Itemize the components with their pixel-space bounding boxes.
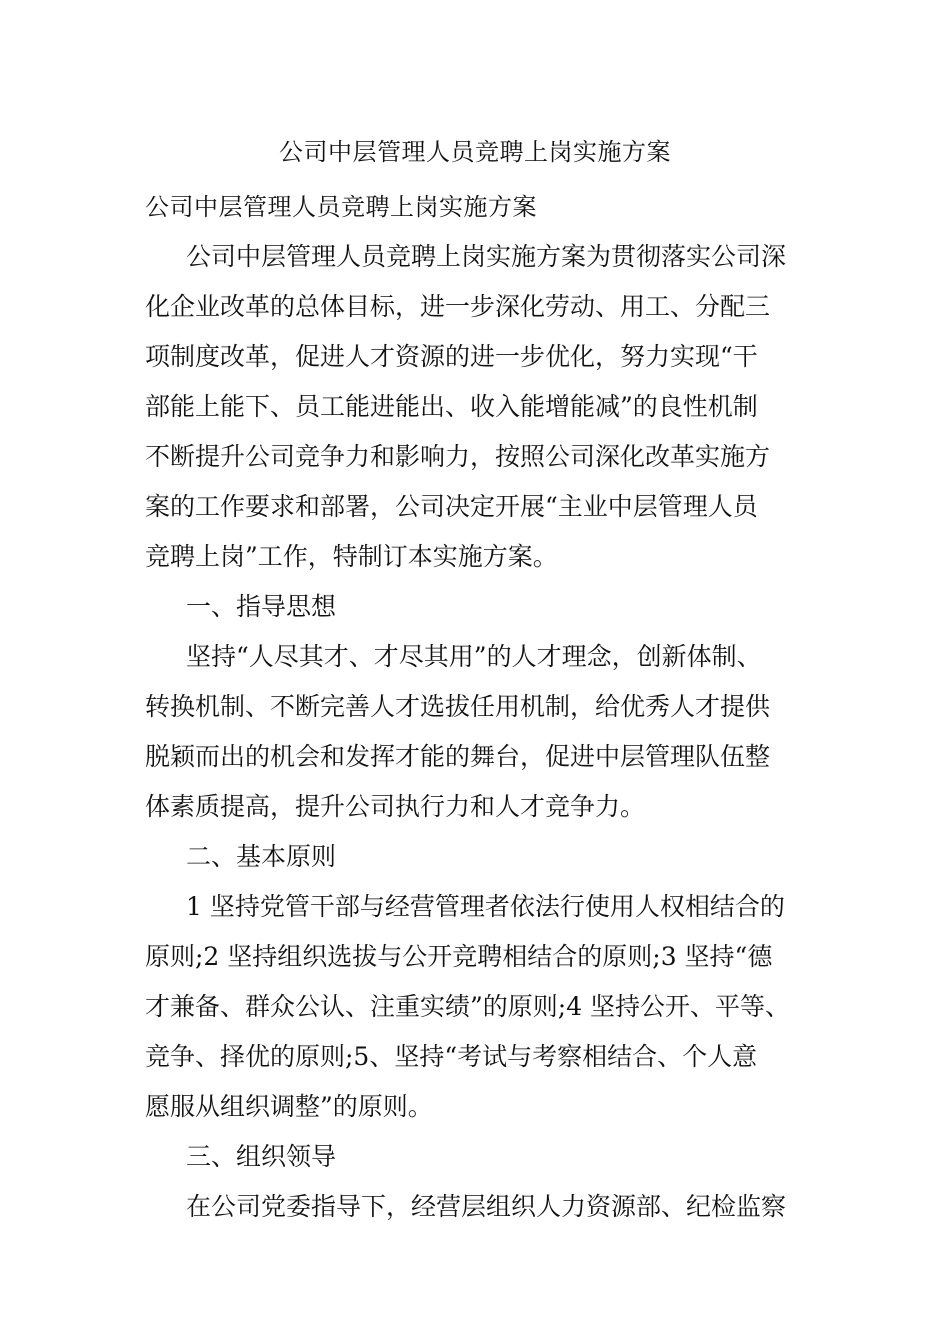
document-body: [145, 182, 805, 1232]
text-line: 转换机制、不断完善人才选拔任用机制，给优秀人才提供: [145, 692, 771, 721]
text-line: 在公司党委指导下，经营层组织人力资源部、纪检监察: [186, 1192, 787, 1221]
document-title: 公司中层管理人员竞聘上岗实施方案: [279, 138, 671, 166]
text-line: 体素质提高，提升公司执行力和人才竞争力。: [145, 792, 646, 821]
text-line: 项制度改革，促进人才资源的进一步优化，努力实现“干: [145, 342, 758, 371]
document-subtitle: 公司中层管理人员竞聘上岗实施方案: [145, 193, 537, 221]
text-line: 一、指导思想: [186, 592, 337, 621]
text-line: 案的工作要求和部署，公司决定开展“主业中层管理人员: [145, 492, 758, 521]
text-line: 竞聘上岗”工作，特制订本实施方案。: [145, 542, 558, 571]
text-line: 愿服从组织调整”的原则。: [145, 1092, 433, 1121]
text-line: 二、基本原则: [186, 842, 337, 871]
text-line: 化企业改革的总体目标，进一步深化劳动、用工、分配三: [145, 292, 771, 321]
text-line: 不断提升公司竞争力和影响力，按照公司深化改革实施方: [145, 442, 771, 471]
text-line: 1 坚持党管干部与经营管理者依法行使用人权相结合的: [186, 892, 785, 921]
text-line: 公司中层管理人员竞聘上岗实施方案为贯彻落实公司深: [186, 242, 787, 271]
text-line: 部能上能下、员工能进能出、收入能增能减”的良性机制: [145, 392, 758, 421]
text-line: 脱颖而出的机会和发挥才能的舞台，促进中层管理队伍整: [145, 742, 771, 771]
text-line: 竞争、择优的原则;5、坚持“考试与考察相结合、个人意: [145, 1042, 758, 1071]
text-line: 坚持“人尽其才、才尽其用”的人才理念，创新体制、: [186, 642, 762, 671]
text-line: 原则;2 坚持组织选拔与公开竞聘相结合的原则;3 坚持“德: [145, 942, 773, 971]
text-line: 才兼备、群众公认、注重实绩”的原则;4 坚持公开、平等、: [145, 992, 791, 1021]
text-line: 三、组织领导: [186, 1142, 337, 1171]
